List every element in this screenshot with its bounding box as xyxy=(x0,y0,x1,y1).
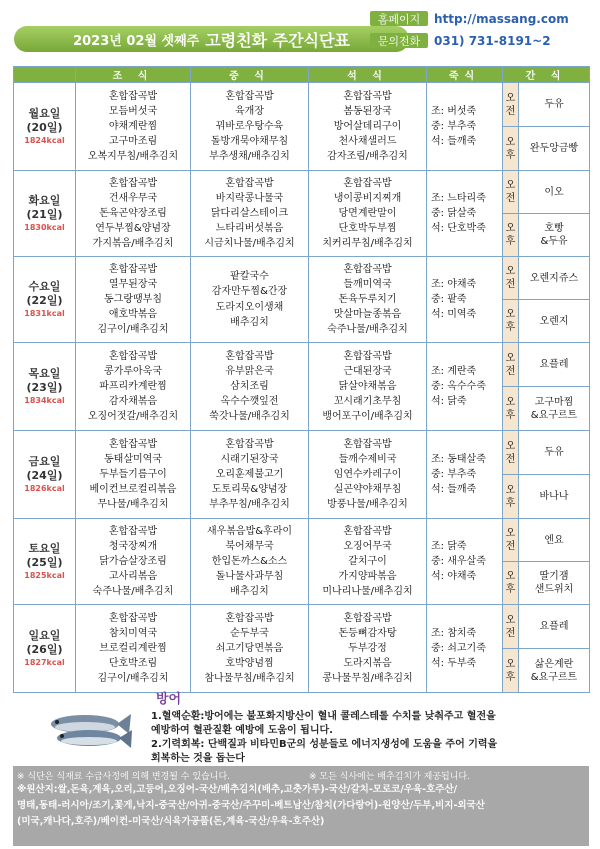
corner-header xyxy=(14,67,76,83)
pm-label: 오후 xyxy=(503,475,519,519)
breakfast-item: 고구마조림 xyxy=(108,136,158,148)
homepage-label: 홈페이지 xyxy=(370,11,428,26)
breakfast-cell xyxy=(76,431,191,519)
dinner-item: 혼합잡곡밥 xyxy=(343,263,392,275)
dinner-item: 근대된장국 xyxy=(343,365,392,377)
day-row xyxy=(14,83,590,127)
snack-pm: 삶은계란 &요구르트 xyxy=(519,649,590,693)
porridge-item: 중: 쇠고기죽 xyxy=(431,643,486,654)
day-kcal: 1825kcal xyxy=(24,570,65,580)
lunch-item: 닭다리살스테이크 xyxy=(210,207,289,219)
porridge-item: 석: 두부죽 xyxy=(431,658,477,669)
header-lunch: 중 식 xyxy=(191,67,309,83)
lunch-item: 배추김치 xyxy=(230,586,269,598)
dinner-item: 방어살데리구이 xyxy=(333,120,402,132)
lunch-item: 바지락콩나물국 xyxy=(215,192,284,204)
breakfast-item: 김구이/배추김치 xyxy=(97,324,169,336)
porridge-cell xyxy=(427,431,503,519)
lunch-item: 돌방개묵야채무침 xyxy=(210,136,289,148)
notes-box xyxy=(13,766,589,846)
fish-line: 2.기력회복: 단백질과 비타민B군의 성분들로 에너지생성에 도움을 주어 기력을 xyxy=(151,739,498,750)
breakfast-cell xyxy=(76,171,191,257)
day-row xyxy=(14,171,590,214)
breakfast-item: 참치미역국 xyxy=(108,627,158,639)
porridge-item: 조: 야채죽 xyxy=(431,279,477,290)
day-name: 금요일 xyxy=(28,454,61,468)
dinner-item: 실곤약야채무침 xyxy=(333,484,402,496)
day-kcal: 1830kcal xyxy=(24,222,65,232)
dinner-item: 꼬시래기초무침 xyxy=(333,396,402,408)
breakfast-item: 오복지무침/배추김치 xyxy=(87,151,179,163)
lunch-item: 혼합잡곡밥 xyxy=(225,350,274,362)
dinner-cell xyxy=(309,257,427,343)
menu-date: 2023년 02월 셋째주 xyxy=(73,33,200,49)
fish-line: 회복하는 것을 돕는다 xyxy=(151,753,245,764)
dinner-item: 콩나물무침/배추김치 xyxy=(322,673,413,685)
lunch-item: 시래기된장국 xyxy=(220,453,279,465)
snack-am: 엔요 xyxy=(519,519,590,562)
pm-label: 오후 xyxy=(503,562,519,605)
day-kcal: 1834kcal xyxy=(24,395,65,405)
fish-image xyxy=(43,704,133,752)
dinner-item: 닭살야채볶음 xyxy=(338,380,397,392)
dinner-item: 혼합잡곡밥 xyxy=(343,350,392,362)
porridge-cell xyxy=(427,83,503,171)
breakfast-item: 돈육곤약장조림 xyxy=(99,207,167,219)
am-label: 오전 xyxy=(503,343,519,387)
lunch-item: 쑥갓나물/배추김치 xyxy=(209,411,290,423)
lunch-item: 팥칼국수 xyxy=(230,271,269,283)
breakfast-item: 동그랑땡부침 xyxy=(104,293,162,305)
breakfast-item: 콩가루아욱국 xyxy=(104,365,162,377)
day-name: 토요일 xyxy=(28,541,61,555)
note-change: ※ 식단은 식재료 수급사정에 의해 변경될 수 있습니다. xyxy=(17,772,231,782)
lunch-cell xyxy=(191,431,309,519)
day-date: (20일) xyxy=(26,120,63,134)
breakfast-cell xyxy=(76,83,191,171)
snack-am: 두유 xyxy=(519,83,590,127)
porridge-cell xyxy=(427,605,503,693)
day-cell xyxy=(14,431,76,519)
dinner-item: 돈육두루치기 xyxy=(338,293,397,305)
origin-line: ※원산지:쌀,돈육,계육,오리,고등어,오징어-국산/배추김치(배추,고춧가루)-국산/갈치-모로코/우육-호주산/ xyxy=(17,784,458,795)
header-breakfast: 조 식 xyxy=(76,67,191,83)
day-name: 월요일 xyxy=(28,106,61,120)
breakfast-item: 혼합잡곡밥 xyxy=(108,438,158,450)
day-cell xyxy=(14,519,76,605)
dinner-cell xyxy=(309,343,427,431)
fish-line: 예방하여 혈관질환 예방에 도움이 됩니다. xyxy=(151,725,333,736)
lunch-cell xyxy=(191,605,309,693)
day-name: 화요일 xyxy=(28,193,61,207)
lunch-item: 시금치나물/배추김치 xyxy=(204,238,295,250)
lunch-cell xyxy=(191,171,309,257)
lunch-item: 돌나물사과무침 xyxy=(215,571,284,583)
menu-heading: 고령친화 주간식단표 xyxy=(205,30,350,50)
day-date: (25일) xyxy=(26,555,63,569)
lunch-cell xyxy=(191,257,309,343)
porridge-item: 석: 들깨죽 xyxy=(431,484,477,495)
day-name: 수요일 xyxy=(28,279,61,293)
porridge-item: 조: 닭죽 xyxy=(431,541,467,552)
day-date: (24일) xyxy=(26,468,63,482)
dinner-item: 혼합잡곡밥 xyxy=(343,525,392,537)
dinner-item: 방풍나물/배추김치 xyxy=(327,499,408,511)
breakfast-item: 닭가슴살장조림 xyxy=(99,555,167,567)
lunch-item: 참나물무침/배추김치 xyxy=(204,673,295,685)
homepage-link[interactable]: http://massang.com xyxy=(434,11,569,26)
porridge-cell xyxy=(427,171,503,257)
porridge-item: 중: 새우살죽 xyxy=(431,556,486,567)
porridge-item: 석: 닭죽 xyxy=(431,396,467,407)
day-kcal: 1827kcal xyxy=(24,657,65,667)
lunch-item: 쇠고기당면볶음 xyxy=(215,642,284,654)
dinner-item: 오징어무국 xyxy=(343,540,392,552)
dinner-item: 치커리무침/배추김치 xyxy=(322,238,413,250)
dinner-item: 감자조림/배추김치 xyxy=(327,151,408,163)
dinner-cell xyxy=(309,605,427,693)
lunch-item: 감자만두찜&간장 xyxy=(211,286,288,298)
dinner-item: 맛살마늘종볶음 xyxy=(333,309,402,321)
breakfast-item: 혼합잡곡밥 xyxy=(108,177,158,189)
breakfast-item: 애호박볶음 xyxy=(108,309,158,321)
dinner-item: 당면계란말이 xyxy=(338,207,397,219)
dinner-cell xyxy=(309,431,427,519)
fish-title: 방어 xyxy=(156,692,182,707)
dinner-item: 혼합잡곡밥 xyxy=(343,612,392,624)
porridge-item: 조: 느타리죽 xyxy=(431,193,486,204)
fish-info xyxy=(13,688,589,763)
breakfast-item: 연두부찜&양념장 xyxy=(95,223,171,235)
day-kcal: 1831kcal xyxy=(24,308,65,318)
snack-am: 요플레 xyxy=(519,605,590,649)
breakfast-item: 혼합잡곡밥 xyxy=(108,90,158,102)
day-date: (22일) xyxy=(26,293,63,307)
dinner-item: 가지양파볶음 xyxy=(338,571,397,583)
breakfast-item: 두부들기름구이 xyxy=(99,468,167,480)
breakfast-item: 오징어젓갈/배추김치 xyxy=(87,411,179,423)
breakfast-item: 브로컬리계란찜 xyxy=(99,642,167,654)
lunch-item: 오리훈제불고기 xyxy=(215,468,284,480)
breakfast-item: 동태살미역국 xyxy=(104,453,162,465)
dinner-item: 도라지볶음 xyxy=(343,658,392,670)
snack-pm: 오렌지 xyxy=(519,300,590,343)
porridge-item: 조: 참치죽 xyxy=(431,628,477,639)
snack-pm: 바나나 xyxy=(519,475,590,519)
header-snack: 간 식 xyxy=(503,67,590,83)
breakfast-item: 열무된장국 xyxy=(108,278,158,290)
dinner-item: 혼합잡곡밥 xyxy=(343,177,392,189)
snack-pm: 완두앙금빵 xyxy=(519,127,590,171)
day-cell xyxy=(14,171,76,257)
day-row xyxy=(14,519,590,562)
snack-am: 오렌지쥬스 xyxy=(519,257,590,300)
breakfast-item: 혼합잡곡밥 xyxy=(108,350,158,362)
lunch-item: 북어채무국 xyxy=(225,540,274,552)
dinner-item: 천사채샐러드 xyxy=(338,136,397,148)
breakfast-item: 숙주나물/배추김치 xyxy=(92,586,174,598)
day-cell xyxy=(14,605,76,693)
lunch-item: 호박양념찜 xyxy=(225,658,274,670)
breakfast-cell xyxy=(76,257,191,343)
breakfast-item: 가지볶음/배추김치 xyxy=(92,238,174,250)
snack-am: 이오 xyxy=(519,171,590,214)
menu-title xyxy=(14,26,409,52)
porridge-item: 석: 야채죽 xyxy=(431,571,477,582)
am-label: 오전 xyxy=(503,83,519,127)
lunch-item: 순두부국 xyxy=(230,627,269,639)
dinner-item: 혼합잡곡밥 xyxy=(343,438,392,450)
breakfast-item: 청국장찌개 xyxy=(108,540,158,552)
breakfast-item: 혼합잡곡밥 xyxy=(108,525,158,537)
lunch-item: 혼합잡곡밥 xyxy=(225,438,274,450)
porridge-item: 석: 들깨죽 xyxy=(431,136,477,147)
day-row xyxy=(14,605,590,649)
lunch-item: 부추무침/배추김치 xyxy=(209,499,290,511)
breakfast-item: 건새우무국 xyxy=(108,192,158,204)
dinner-item: 냉이콩비지찌개 xyxy=(333,192,402,204)
origin-info xyxy=(17,782,585,830)
lunch-cell xyxy=(191,343,309,431)
breakfast-cell xyxy=(76,605,191,693)
day-name: 목요일 xyxy=(28,366,61,380)
lunch-item: 옥수수깻잎전 xyxy=(220,396,279,408)
breakfast-item: 혼합잡곡밥 xyxy=(108,612,158,624)
lunch-item: 혼합잡곡밥 xyxy=(225,612,274,624)
dinner-item: 임연수카레구이 xyxy=(333,468,402,480)
am-label: 오전 xyxy=(503,171,519,214)
lunch-item: 유부맑은국 xyxy=(225,365,274,377)
origin-line: (미국,캐나다,호주)/베이컨-미국산/식육가공품(돈,계육-국산/우육-호주산) xyxy=(17,816,325,827)
dinner-item: 혼합잡곡밥 xyxy=(343,90,392,102)
porridge-item: 석: 미역죽 xyxy=(431,309,477,320)
dinner-item: 들깨수제비국 xyxy=(338,453,397,465)
lunch-item: 꿔바로우탕수육 xyxy=(215,120,284,132)
lunch-item: 육개장 xyxy=(235,105,264,117)
dinner-item: 들깨미역국 xyxy=(343,278,392,290)
day-kcal: 1826kcal xyxy=(24,483,65,493)
porridge-item: 석: 단호박죽 xyxy=(431,223,486,234)
porridge-item: 조: 동태살죽 xyxy=(431,454,486,465)
day-date: (23일) xyxy=(26,380,63,394)
lunch-item: 혼합잡곡밥 xyxy=(225,90,274,102)
day-row xyxy=(14,343,590,387)
origin-line: 명태,동태-러시아/조기,꽃게,낙지-중국산/아귀-중국산/주꾸미-베트남산/참치(가다랑어)-원양산/두부,비지-외국산 xyxy=(17,800,485,811)
breakfast-item: 고사리볶음 xyxy=(108,571,158,583)
snack-am: 요플레 xyxy=(519,343,590,387)
am-label: 오전 xyxy=(503,257,519,300)
breakfast-item: 무나물/배추김치 xyxy=(97,499,169,511)
phone-label: 문의전화 xyxy=(370,33,428,48)
dinner-item: 숙주나물/배추김치 xyxy=(327,324,408,336)
pm-label: 오후 xyxy=(503,127,519,171)
lunch-item: 새우볶음밥&후라이 xyxy=(206,525,293,537)
porridge-item: 중: 부추죽 xyxy=(431,469,477,480)
header xyxy=(0,0,600,62)
day-cell xyxy=(14,83,76,171)
lunch-item: 혼합잡곡밥 xyxy=(225,177,274,189)
dinner-item: 갈치구이 xyxy=(348,555,387,567)
day-row xyxy=(14,431,590,475)
day-name: 일요일 xyxy=(28,628,61,642)
breakfast-item: 김구이/배추김치 xyxy=(97,673,169,685)
porridge-item: 조: 버섯죽 xyxy=(431,106,477,117)
pm-label: 오후 xyxy=(503,649,519,693)
phone-number: 031) 731-8191~2 xyxy=(434,33,551,48)
fish-line: 1.혈액순환:방어에는 불포화지방산이 혈내 콜레스테롤 수치를 낮춰주고 혈전을 xyxy=(151,711,496,722)
breakfast-cell xyxy=(76,343,191,431)
breakfast-item: 단호박조림 xyxy=(108,658,158,670)
snack-pm: 고구마찜 &요구르트 xyxy=(519,387,590,431)
breakfast-item: 파프리카계란찜 xyxy=(99,380,167,392)
dinner-item: 단호박두부찜 xyxy=(338,223,397,235)
pm-label: 오후 xyxy=(503,387,519,431)
porridge-item: 조: 계란죽 xyxy=(431,366,477,377)
lunch-cell xyxy=(191,519,309,605)
porridge-cell xyxy=(427,519,503,605)
lunch-item: 삼치조림 xyxy=(230,380,269,392)
snack-pm: 딸기잼 샌드위치 xyxy=(519,562,590,605)
day-cell xyxy=(14,343,76,431)
am-label: 오전 xyxy=(503,431,519,475)
breakfast-item: 혼합잡곡밥 xyxy=(108,263,158,275)
note-kimchi: ※ 모든 식사에는 배추김치가 제공됩니다. xyxy=(309,772,470,782)
snack-pm: 호빵 &두유 xyxy=(519,214,590,257)
lunch-item: 도토리묵&양념장 xyxy=(211,484,288,496)
lunch-item: 배추김치 xyxy=(230,316,269,328)
am-label: 오전 xyxy=(503,519,519,562)
dinner-cell xyxy=(309,83,427,171)
porridge-item: 중: 팥죽 xyxy=(431,294,467,305)
breakfast-item: 모듬버섯국 xyxy=(108,105,158,117)
menu-table xyxy=(13,66,590,693)
porridge-cell xyxy=(427,343,503,431)
pm-label: 오후 xyxy=(503,214,519,257)
homepage-row xyxy=(370,10,600,27)
porridge-item: 중: 옥수수죽 xyxy=(431,381,486,392)
fish-description xyxy=(151,710,576,766)
dinner-cell xyxy=(309,519,427,605)
lunch-cell xyxy=(191,83,309,171)
am-label: 오전 xyxy=(503,605,519,649)
snack-am: 두유 xyxy=(519,431,590,475)
header-porridge: 죽식 xyxy=(427,67,503,83)
pm-label: 오후 xyxy=(503,300,519,343)
dinner-item: 두부강정 xyxy=(348,642,387,654)
lunch-item: 부추생채/배추김치 xyxy=(209,151,290,163)
lunch-item: 느타리버섯볶음 xyxy=(215,223,284,235)
phone-row xyxy=(370,32,600,49)
day-date: (26일) xyxy=(26,642,63,656)
lunch-item: 도라지오이생채 xyxy=(215,301,284,313)
breakfast-item: 야채계란찜 xyxy=(108,120,158,132)
day-date: (21일) xyxy=(26,207,63,221)
lunch-item: 한입돈까스&소스 xyxy=(211,555,288,567)
breakfast-item: 감자채볶음 xyxy=(108,396,158,408)
dinner-item: 봄동된장국 xyxy=(343,105,392,117)
day-cell xyxy=(14,257,76,343)
porridge-item: 중: 부추죽 xyxy=(431,121,477,132)
day-row xyxy=(14,257,590,300)
dinner-item: 돈등뼈감자탕 xyxy=(338,627,397,639)
porridge-cell xyxy=(427,257,503,343)
breakfast-cell xyxy=(76,519,191,605)
breakfast-item: 베이컨브로컬리볶음 xyxy=(89,484,177,496)
dinner-item: 뱅어포구이/배추김치 xyxy=(322,411,413,423)
dinner-cell xyxy=(309,171,427,257)
header-dinner: 석 식 xyxy=(309,67,427,83)
day-kcal: 1824kcal xyxy=(24,135,65,145)
porridge-item: 중: 닭살죽 xyxy=(431,208,477,219)
dinner-item: 미나리나물/배추김치 xyxy=(322,586,413,598)
